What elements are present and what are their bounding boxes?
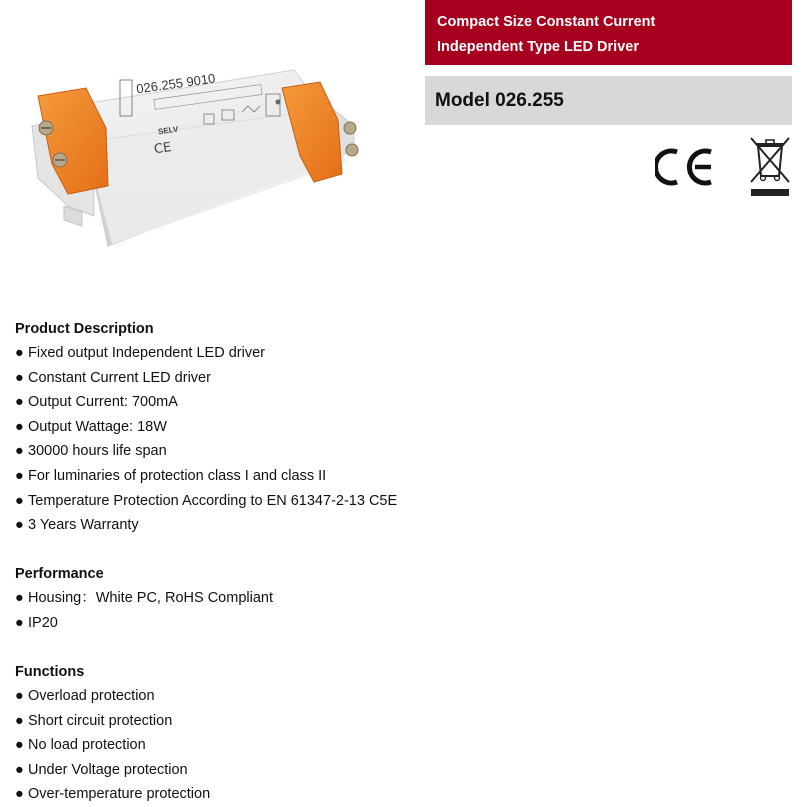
list-item: ● Under Voltage protection [15, 761, 188, 778]
list-item: ● Constant Current LED driver [15, 369, 211, 386]
performance-heading: Performance [15, 566, 104, 582]
list-item: ● 30000 hours life span [15, 443, 167, 460]
list-item: ● Fixed output Independent LED driver [15, 345, 265, 361]
product-description-heading: Product Description [15, 321, 154, 337]
model-label: Model 026.255 [435, 90, 564, 111]
ce-mark-icon [655, 151, 711, 183]
product-selv-label: SELV [157, 124, 179, 137]
list-item: ● 3 Years Warranty [15, 517, 139, 534]
model-bar [425, 76, 792, 125]
performance-list [15, 586, 273, 635]
weee-crossed-bin-icon [751, 138, 789, 196]
title-line-1: Compact Size Constant Current [437, 14, 656, 30]
title-line-2: Independent Type LED Driver [437, 39, 639, 55]
list-item: ● For luminaries of protection class I and class II [15, 467, 327, 484]
list-item: ● Overload protection [15, 688, 155, 704]
certification-icons [655, 132, 795, 202]
product-image [24, 66, 364, 256]
list-item: ● Over-temperature protection [15, 786, 211, 803]
functions-list [15, 684, 210, 807]
list-item: ● Temperature Protection According to EN 61347-2-13 C5E [15, 492, 398, 509]
title-banner [425, 0, 792, 65]
list-item: ● Output Current: 700mA [15, 394, 178, 411]
functions-heading: Functions [15, 664, 85, 680]
product-description-list [15, 341, 397, 538]
product-model-number: 026.255 9010 [135, 70, 217, 97]
list-item: ● Output Wattage: 18W [15, 418, 167, 435]
list-item: ● No load protection [15, 737, 146, 754]
list-item: ● Short circuit protection [15, 712, 173, 729]
list-item: ● IP20 [15, 614, 58, 631]
svg-text:CE: CE [153, 140, 173, 158]
list-item: ● Housing：White PC, RoHS Compliant [15, 590, 273, 606]
